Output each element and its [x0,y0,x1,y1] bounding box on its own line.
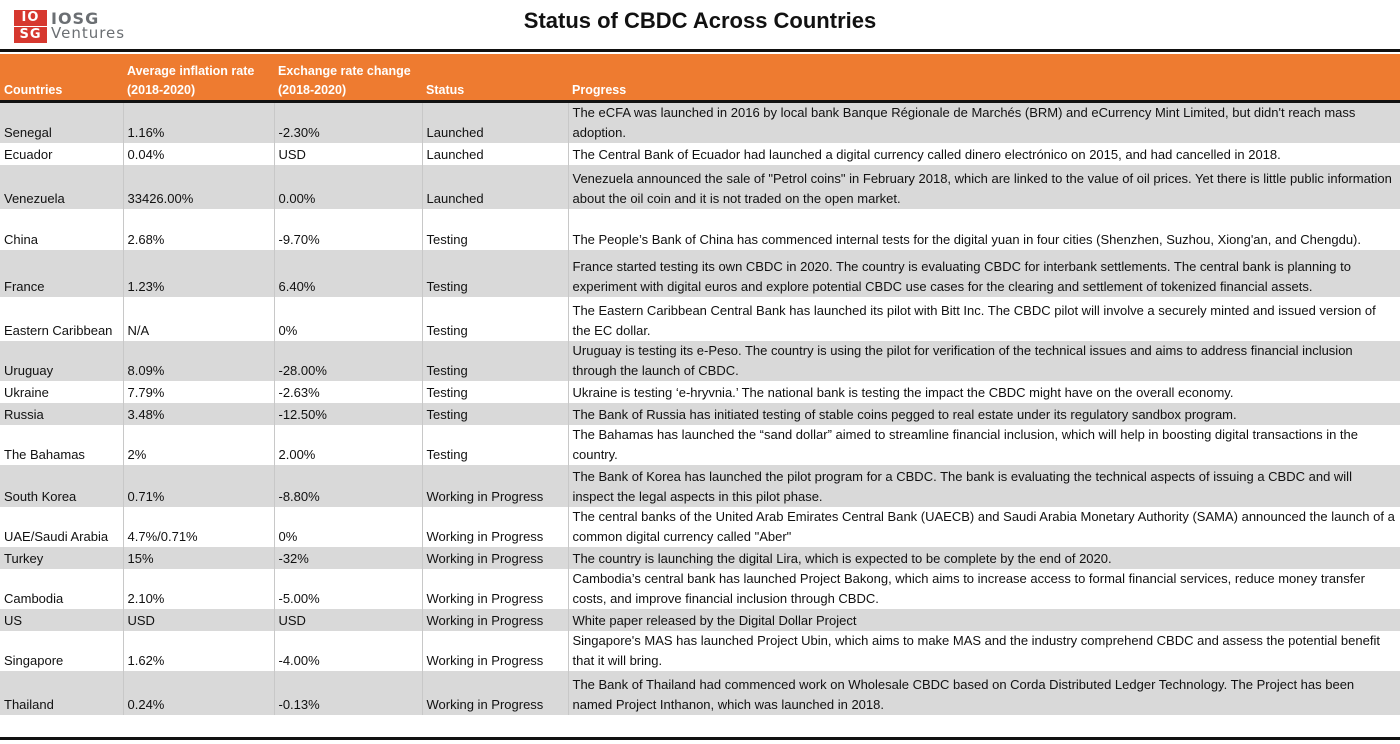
exchange-cell: 0% [274,297,422,341]
country-cell: Russia [0,403,123,425]
status-cell: Testing [422,425,568,465]
status-cell: Launched [422,102,568,144]
header-status: Status [422,54,568,102]
status-cell: Working in Progress [422,631,568,671]
exchange-cell: -12.50% [274,403,422,425]
progress-cell: Singapore's MAS has launched Project Ubin, which aims to make MAS and the industry comprehend CBDC and assess the potential benefit that it will bring. [568,631,1400,671]
header-countries: Countries [0,54,123,102]
status-cell: Working in Progress [422,507,568,547]
country-cell: South Korea [0,465,123,507]
inflation-cell: 1.16% [123,102,274,144]
country-cell: China [0,209,123,250]
progress-cell: The eCFA was launched in 2016 by local bank Banque Régionale de Marchés (BRM) and eCurrency Mint Limited, but didn't reach mass adoption. [568,102,1400,144]
inflation-cell: 8.09% [123,341,274,381]
exchange-cell: 2.00% [274,425,422,465]
table-row [0,569,1400,609]
table-header-row [0,54,1400,102]
table-row [0,631,1400,671]
header-exchange: Exchange rate change (2018-2020) [274,54,422,102]
progress-cell: The Bahamas has launched the “sand dollar” aimed to streamline financial inclusion, which will help in boosting digital transactions in the country. [568,425,1400,465]
exchange-cell: -8.80% [274,465,422,507]
status-cell: Launched [422,165,568,209]
exchange-cell: -32% [274,547,422,569]
exchange-cell: 6.40% [274,250,422,297]
inflation-cell: 15% [123,547,274,569]
status-cell: Testing [422,250,568,297]
inflation-cell: 2.10% [123,569,274,609]
exchange-cell: USD [274,143,422,165]
exchange-cell: 0% [274,507,422,547]
exchange-cell: -2.63% [274,381,422,403]
table-row [0,547,1400,569]
table-row [0,507,1400,547]
cbdc-table-container [0,54,1400,715]
exchange-cell: -9.70% [274,209,422,250]
top-divider [0,49,1400,52]
status-cell: Working in Progress [422,547,568,569]
table-row [0,671,1400,715]
inflation-cell: 7.79% [123,381,274,403]
progress-cell: Uruguay is testing its e-Peso. The country is using the pilot for verification of the technical issues and aims to address financial inclusion through the launch of CBDC. [568,341,1400,381]
country-cell: Eastern Caribbean [0,297,123,341]
table-row [0,403,1400,425]
inflation-cell: 0.24% [123,671,274,715]
table-row [0,209,1400,250]
status-cell: Working in Progress [422,569,568,609]
inflation-cell: 2.68% [123,209,274,250]
exchange-cell: -5.00% [274,569,422,609]
header [0,0,1400,48]
table-row [0,465,1400,507]
country-cell: UAE/Saudi Arabia [0,507,123,547]
exchange-cell: -28.00% [274,341,422,381]
table-row [0,250,1400,297]
progress-cell: Ukraine is testing ‘e-hryvnia.’ The national bank is testing the impact the CBDC might have on the overall economy. [568,381,1400,403]
status-cell: Working in Progress [422,609,568,631]
country-cell: Turkey [0,547,123,569]
country-cell: The Bahamas [0,425,123,465]
table-row [0,341,1400,381]
table-row [0,102,1400,144]
exchange-cell: -2.30% [274,102,422,144]
progress-cell: The Bank of Thailand had commenced work on Wholesale CBDC based on Corda Distributed Ledger Technology. The Project has been named Project Inthanon, which was launched in 2018. [568,671,1400,715]
country-cell: Senegal [0,102,123,144]
table-row [0,609,1400,631]
country-cell: France [0,250,123,297]
logo-brand: IOSG [51,9,100,28]
progress-cell: The Central Bank of Ecuador had launched a digital currency called dinero electrónico on 2015, and had cancelled in 2018. [568,143,1400,165]
progress-cell: The Bank of Korea has launched the pilot program for a CBDC. The bank is evaluating the technical aspects of issuing a CBDC and will inspect the legal aspects in this pilot phase. [568,465,1400,507]
progress-cell: Cambodia’s central bank has launched Project Bakong, which aims to increase access to formal financial services, reduce money transfer costs, and improve financial inclusion through CBDC. [568,569,1400,609]
page-title: Status of CBDC Across Countries [523,8,877,33]
inflation-cell: 33426.00% [123,165,274,209]
bottom-divider [0,737,1400,740]
inflation-cell: USD [123,609,274,631]
progress-cell: The Eastern Caribbean Central Bank has launched its pilot with Bitt Inc. The CBDC pilot will involve a securely minted and issued version of the EC dollar. [568,297,1400,341]
country-cell: Ecuador [0,143,123,165]
table-row [0,165,1400,209]
inflation-cell: 1.62% [123,631,274,671]
progress-cell: Venezuela announced the sale of "Petrol coins" in February 2018, which are linked to the value of oil prices. Yet there is little public information about the oil coin and it is not traded on the open market. [568,165,1400,209]
progress-cell: France started testing its own CBDC in 2020. The country is evaluating CBDC for interbank settlements. The central bank is planning to experiment with digital euros and explore potential CBDC use cases for the clearing and settlement of tokenized financial assets. [568,250,1400,297]
exchange-cell: 0.00% [274,165,422,209]
status-cell: Testing [422,381,568,403]
inflation-cell: 3.48% [123,403,274,425]
cbdc-status-table [0,54,1400,715]
country-cell: Thailand [0,671,123,715]
exchange-cell: -4.00% [274,631,422,671]
status-cell: Working in Progress [422,671,568,715]
country-cell: Singapore [0,631,123,671]
logo-mark-top: IO [14,10,47,26]
inflation-cell: 0.71% [123,465,274,507]
header-progress: Progress [568,54,1400,102]
country-cell: Ukraine [0,381,123,403]
exchange-cell: -0.13% [274,671,422,715]
inflation-cell: 1.23% [123,250,274,297]
status-cell: Testing [422,297,568,341]
status-cell: Testing [422,341,568,381]
status-cell: Testing [422,209,568,250]
country-cell: Venezuela [0,165,123,209]
inflation-cell: 4.7%/0.71% [123,507,274,547]
logo-mark-bottom: SG [14,27,47,43]
table-row [0,143,1400,165]
progress-cell: The country is launching the digital Lira, which is expected to be complete by the end of 2020. [568,547,1400,569]
status-cell: Working in Progress [422,465,568,507]
country-cell: Cambodia [0,569,123,609]
table-row [0,297,1400,341]
exchange-cell: USD [274,609,422,631]
progress-cell: White paper released by the Digital Dollar Project [568,609,1400,631]
logo-sub: Ventures [51,24,126,42]
inflation-cell: 2% [123,425,274,465]
table-row [0,425,1400,465]
status-cell: Testing [422,403,568,425]
country-cell: Uruguay [0,341,123,381]
progress-cell: The People’s Bank of China has commenced internal tests for the digital yuan in four cities (Shenzhen, Suzhou, Xiong'an, and Chengdu). [568,209,1400,250]
inflation-cell: 0.04% [123,143,274,165]
status-cell: Launched [422,143,568,165]
progress-cell: The Bank of Russia has initiated testing of stable coins pegged to real estate under its regulatory sandbox program. [568,403,1400,425]
inflation-cell: N/A [123,297,274,341]
country-cell: US [0,609,123,631]
progress-cell: The central banks of the United Arab Emirates Central Bank (UAECB) and Saudi Arabia Monetary Authority (SAMA) announced the launch of a common digital currency called "Aber" [568,507,1400,547]
table-row [0,381,1400,403]
header-inflation: Average inflation rate (2018-2020) [123,54,274,102]
